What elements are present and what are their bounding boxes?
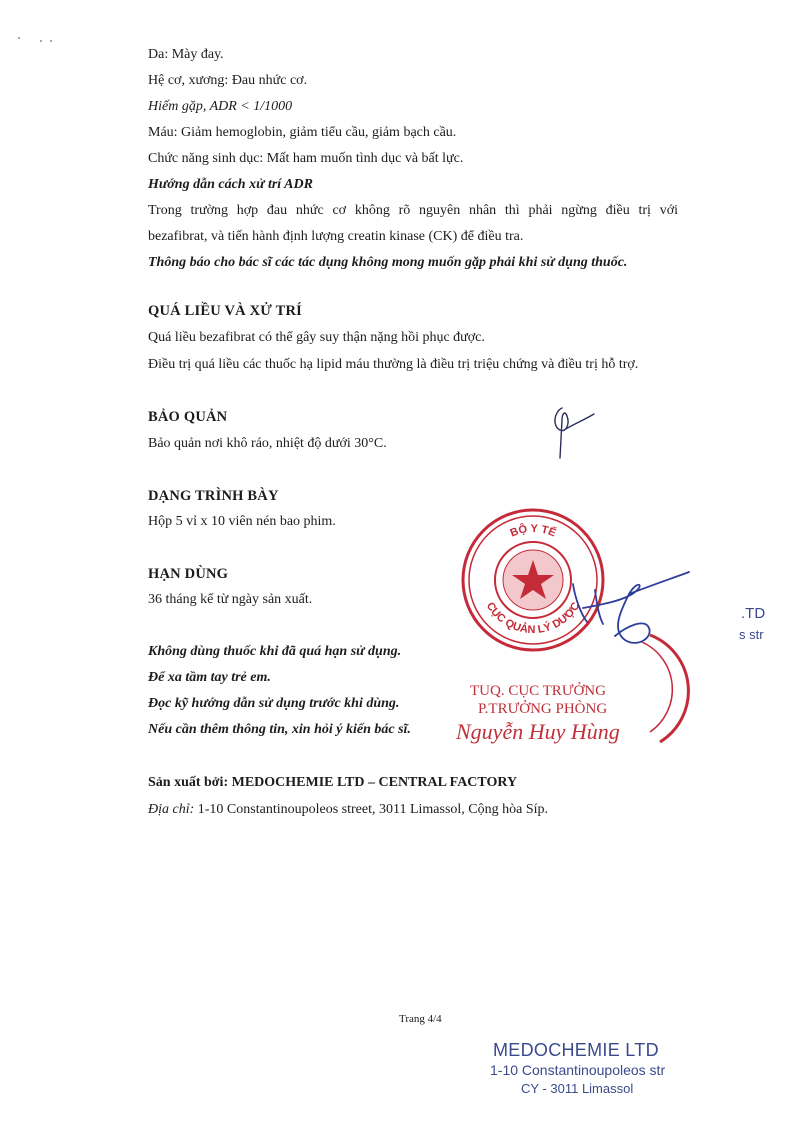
scan-speck	[18, 37, 20, 39]
text-he-co: Hệ cơ, xương: Đau nhức cơ.	[148, 73, 308, 88]
scan-speck	[50, 40, 52, 42]
text-dang-trinh-bay: Hộp 5 vỉ x 10 viên nén bao phim.	[148, 514, 336, 529]
text-huong-dan-heading: Hướng dẫn cách xử trí ADR	[148, 177, 313, 192]
text-hiem-gap: Hiếm gặp, ADR < 1/1000	[148, 99, 293, 114]
svg-text:BỘ Y TẾ	[509, 522, 558, 539]
heading-han-dung: HẠN DÙNG	[148, 566, 229, 582]
company-stamp-name: MEDOCHEMIE LTD	[493, 1040, 659, 1060]
text-qua-lieu-2: Điều trị quá liều các thuốc hạ lipid máu thường là điều trị triệu chứng và điều trị hỗ trợ.	[148, 357, 639, 372]
page-number: Trang 4/4	[399, 1013, 442, 1025]
partial-company-stamp-2: s str	[739, 627, 764, 642]
stamp-name: Nguyễn Huy Hùng	[456, 719, 620, 744]
address-label: Địa chỉ:	[148, 802, 195, 817]
initials-mark	[540, 400, 610, 466]
warning-line: Để xa tầm tay trẻ em.	[148, 670, 271, 685]
warning-line: Đọc kỹ hướng dẫn sử dụng trước khi dùng.	[148, 696, 400, 711]
text-bao-quan: Bảo quản nơi khô ráo, nhiệt độ dưới 30°C.	[148, 436, 387, 451]
text-trong-truong-hop-2: bezafibrat, và tiến hành định lượng creatin kinase (CK) để điều tra.	[148, 229, 524, 244]
heading-qua-lieu: QUÁ LIỀU VÀ XỬ TRÍ	[148, 303, 302, 319]
seal-ring-text: CỤC QUẢN LÝ DƯỢC	[483, 600, 583, 637]
company-stamp-city: CY - 3011 Limassol	[521, 1081, 634, 1096]
address-value: 1-10 Constantinoupoleos street, 3011 Limassol, Cộng hòa Síp.	[194, 802, 549, 817]
seal-top-text: BỘ Y TẾ	[508, 522, 558, 540]
company-stamp-street: 1-10 Constantinoupoleos str	[490, 1062, 666, 1078]
text-mau: Máu: Giảm hemoglobin, giảm tiểu cầu, giảm bạch cầu.	[148, 125, 457, 140]
manufacturer-address	[148, 800, 548, 820]
text-da: Da: Mày đay.	[148, 47, 224, 62]
warning-line: Nếu cần thêm thông tin, xin hỏi ý kiến bác sĩ.	[148, 722, 411, 737]
handwritten-signature	[555, 570, 695, 660]
stamp-title-1: TUQ. CỤC TRƯỞNG	[470, 683, 606, 699]
warning-line: Không dùng thuốc khi đã quá hạn sử dụng.	[148, 644, 402, 659]
text-han-dung: 36 tháng kể từ ngày sản xuất.	[148, 592, 313, 607]
stamp-title-2: P.TRƯỞNG PHÒNG	[478, 701, 608, 717]
text-chuc-nang: Chức năng sinh dục: Mất ham muốn tình dục và bất lực.	[148, 151, 464, 166]
heading-dang-trinh-bay: DẠNG TRÌNH BÀY	[148, 488, 279, 504]
text-thong-bao: Thông báo cho bác sĩ các tác dụng không mong muốn gặp phải khi sử dụng thuốc.	[148, 255, 628, 270]
partial-company-stamp-1: .TD	[741, 605, 766, 622]
scan-speck	[40, 40, 42, 42]
text-trong-truong-hop-1: Trong trường hợp đau nhức cơ không rõ nguyên nhân thì phải ngừng điều trị với	[148, 203, 678, 218]
heading-bao-quan: BẢO QUẢN	[148, 409, 228, 425]
text-qua-lieu-1: Quá liều bezafibrat có thể gây suy thận nặng hồi phục được.	[148, 330, 485, 345]
manufacturer-label: Sản xuất bởi: MEDOCHEMIE LTD – CENTRAL FACTORY	[148, 775, 518, 790]
